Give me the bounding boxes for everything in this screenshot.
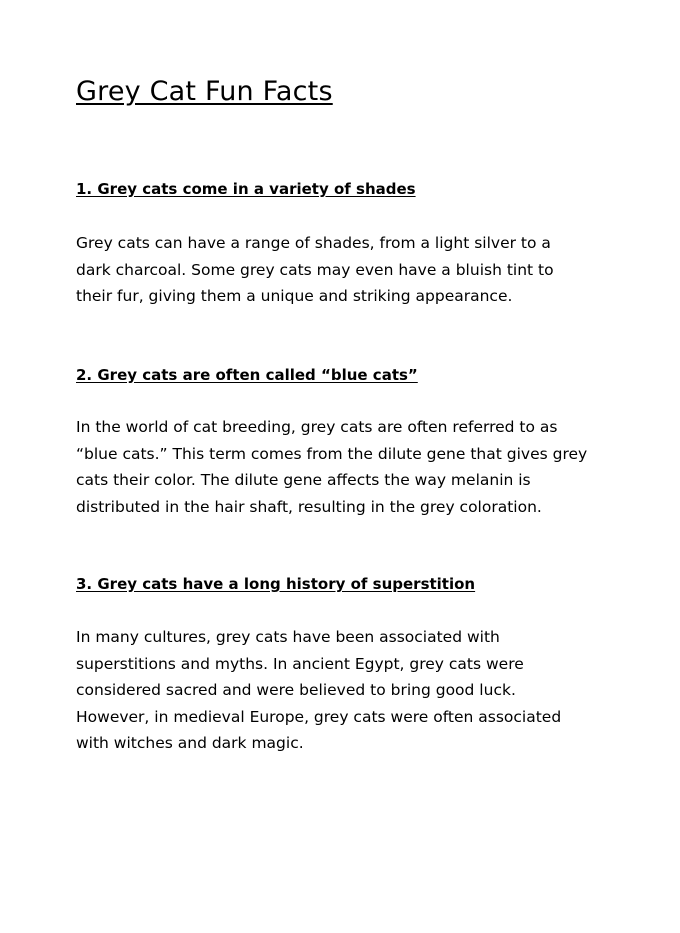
paragraph-line: “blue cats.” This term comes from the dilute gene that gives grey [76, 444, 588, 463]
paragraph-line: with witches and dark magic. [76, 734, 304, 752]
section-3-paragraph [76, 624, 561, 757]
section-2-heading: 2. Grey cats are often called “blue cats” [76, 366, 418, 384]
paragraph-line: In many cultures, grey cats have been associated with [76, 628, 500, 646]
paragraph-line: superstitions and myths. In ancient Egypt, grey cats were [76, 654, 524, 673]
paragraph-line: distributed in the hair shaft, resulting in the grey coloration. [76, 497, 542, 516]
document-title: Grey Cat Fun Facts [76, 76, 333, 107]
section-1-paragraph [76, 230, 554, 310]
paragraph-line: In the world of cat breeding, grey cats are often referred to as [76, 418, 558, 436]
section-1-heading: 1. Grey cats come in a variety of shades [76, 180, 416, 198]
paragraph-line: cats their color. The dilute gene affects the way melanin is [76, 471, 531, 489]
paragraph-line: dark charcoal. Some grey cats may even have a bluish tint to [76, 260, 554, 279]
section-3-heading: 3. Grey cats have a long history of superstition [76, 575, 476, 593]
paragraph-line: considered sacred and were believed to bring good luck. [76, 681, 516, 699]
paragraph-line: their fur, giving them a unique and striking appearance. [76, 287, 513, 305]
paragraph-line: However, in medieval Europe, grey cats were often associated [76, 707, 562, 726]
paragraph-line: Grey cats can have a range of shades, from a light silver to a [76, 234, 551, 252]
section-2-paragraph [76, 414, 587, 520]
